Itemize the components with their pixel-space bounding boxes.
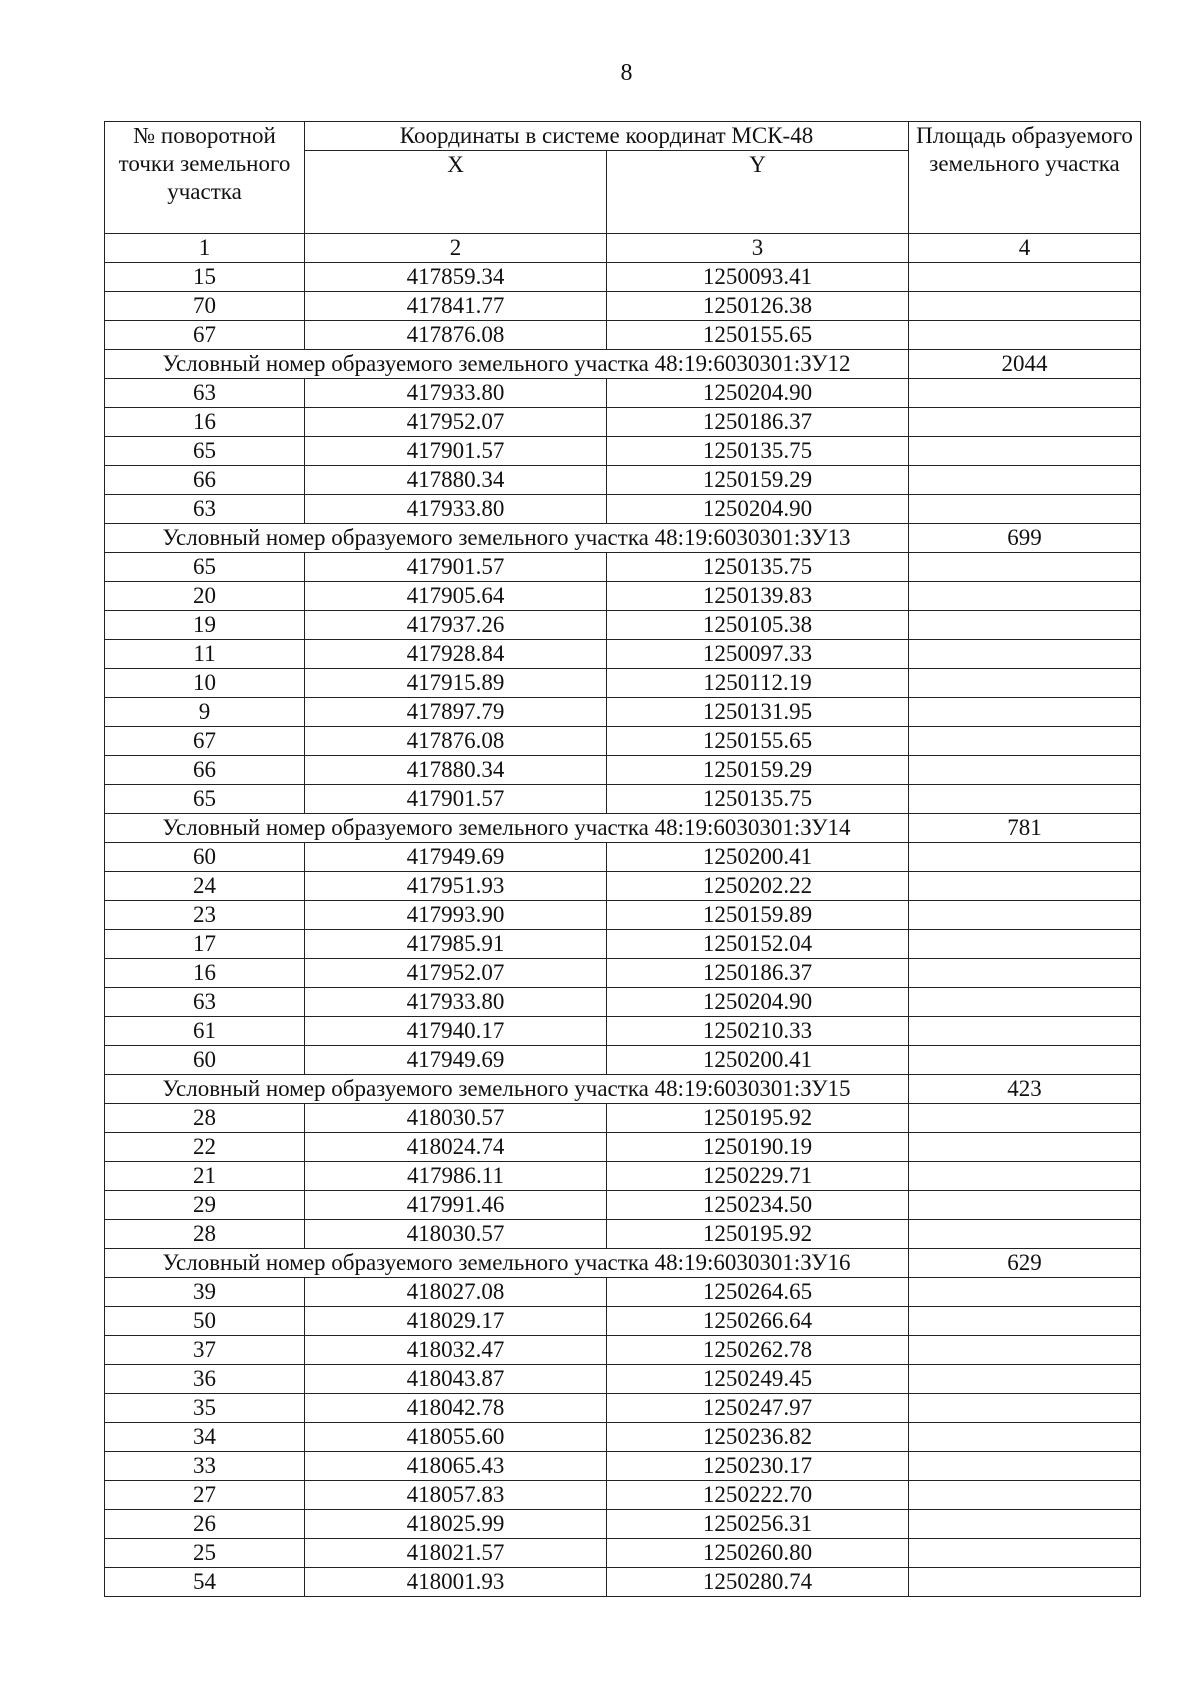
table-row <box>105 698 1141 727</box>
coordinate-y: 1250135.75 <box>607 553 909 582</box>
coordinate-x: 417905.64 <box>305 582 607 611</box>
coordinate-x: 418032.47 <box>305 1336 607 1365</box>
coordinate-x: 417859.34 <box>305 263 607 292</box>
area-cell <box>909 582 1141 611</box>
coordinate-y: 1250229.71 <box>607 1162 909 1191</box>
coordinate-y: 1250256.31 <box>607 1510 909 1539</box>
area-cell <box>909 379 1141 408</box>
table-row <box>105 379 1141 408</box>
coordinate-y: 1250222.70 <box>607 1481 909 1510</box>
table-body <box>105 263 1141 1597</box>
coordinate-y: 1250195.92 <box>607 1104 909 1133</box>
table-row <box>105 988 1141 1017</box>
point-number: 16 <box>105 408 305 437</box>
area-cell <box>909 292 1141 321</box>
area-cell <box>909 901 1141 930</box>
table-row <box>105 1046 1141 1075</box>
parcel-area: 781 <box>909 814 1141 843</box>
area-cell <box>909 640 1141 669</box>
table-row <box>105 1162 1141 1191</box>
point-number: 54 <box>105 1568 305 1597</box>
point-number: 10 <box>105 669 305 698</box>
coordinate-x: 417841.77 <box>305 292 607 321</box>
table-row <box>105 1568 1141 1597</box>
area-cell <box>909 872 1141 901</box>
area-cell <box>909 466 1141 495</box>
point-number: 60 <box>105 843 305 872</box>
point-number: 20 <box>105 582 305 611</box>
area-cell <box>909 1104 1141 1133</box>
coordinate-y: 1250266.64 <box>607 1307 909 1336</box>
coordinate-y: 1250139.83 <box>607 582 909 611</box>
area-cell <box>909 495 1141 524</box>
parcel-area: 423 <box>909 1075 1141 1104</box>
table-row <box>105 1452 1141 1481</box>
parcel-area: 629 <box>909 1249 1141 1278</box>
point-number: 61 <box>105 1017 305 1046</box>
coordinate-y: 1250190.19 <box>607 1133 909 1162</box>
point-number: 28 <box>105 1220 305 1249</box>
point-number: 15 <box>105 263 305 292</box>
table-row <box>105 1220 1141 1249</box>
parcel-area: 699 <box>909 524 1141 553</box>
point-number: 63 <box>105 495 305 524</box>
table-row <box>105 1191 1141 1220</box>
point-number: 65 <box>105 785 305 814</box>
table-row <box>105 785 1141 814</box>
point-number: 67 <box>105 321 305 350</box>
column-numbers-row <box>105 234 1141 263</box>
point-number: 60 <box>105 1046 305 1075</box>
area-cell <box>909 1336 1141 1365</box>
coordinate-x: 417915.89 <box>305 669 607 698</box>
coordinate-y: 1250126.38 <box>607 292 909 321</box>
coordinate-y: 1250230.17 <box>607 1452 909 1481</box>
parcel-row <box>105 524 1141 553</box>
area-cell <box>909 1539 1141 1568</box>
parcel-row <box>105 350 1141 379</box>
point-number: 24 <box>105 872 305 901</box>
parcel-label: Условный номер образуемого земельного участка 48:19:6030301:ЗУ15 <box>105 1075 909 1104</box>
area-cell <box>909 1278 1141 1307</box>
table-row <box>105 1278 1141 1307</box>
point-number: 65 <box>105 437 305 466</box>
table-row <box>105 408 1141 437</box>
parcel-label: Условный номер образуемого земельного участка 48:19:6030301:ЗУ14 <box>105 814 909 843</box>
table-header <box>105 122 1141 263</box>
table-row <box>105 901 1141 930</box>
table-row <box>105 582 1141 611</box>
point-number: 67 <box>105 727 305 756</box>
coordinate-y: 1250202.22 <box>607 872 909 901</box>
table-row <box>105 959 1141 988</box>
area-cell <box>909 1423 1141 1452</box>
point-number: 16 <box>105 959 305 988</box>
area-cell <box>909 756 1141 785</box>
table-row <box>105 263 1141 292</box>
area-cell <box>909 727 1141 756</box>
coordinate-x: 418029.17 <box>305 1307 607 1336</box>
table-row <box>105 1336 1141 1365</box>
coordinate-x: 417949.69 <box>305 1046 607 1075</box>
area-cell <box>909 843 1141 872</box>
table-row <box>105 495 1141 524</box>
table-row <box>105 437 1141 466</box>
coordinate-x: 418027.08 <box>305 1278 607 1307</box>
coordinate-y: 1250155.65 <box>607 727 909 756</box>
table-row <box>105 1307 1141 1336</box>
header-area: Площадь образуемого земельного участка <box>909 122 1141 234</box>
header-point-number: № поворотной точки земельного участка <box>105 122 305 234</box>
table-row <box>105 292 1141 321</box>
coordinate-y: 1250159.89 <box>607 901 909 930</box>
coordinate-y: 1250280.74 <box>607 1568 909 1597</box>
coordinate-x: 417880.34 <box>305 756 607 785</box>
coordinate-y: 1250200.41 <box>607 843 909 872</box>
header-y: Y <box>607 151 909 234</box>
table-row <box>105 1394 1141 1423</box>
coordinate-x: 418030.57 <box>305 1104 607 1133</box>
coordinate-x: 418001.93 <box>305 1568 607 1597</box>
coordinate-x: 417952.07 <box>305 408 607 437</box>
point-number: 28 <box>105 1104 305 1133</box>
coordinate-x: 417993.90 <box>305 901 607 930</box>
point-number: 39 <box>105 1278 305 1307</box>
table-row <box>105 930 1141 959</box>
coordinate-y: 1250236.82 <box>607 1423 909 1452</box>
coordinate-y: 1250186.37 <box>607 959 909 988</box>
area-cell <box>909 1481 1141 1510</box>
area-cell <box>909 1133 1141 1162</box>
coordinate-x: 418021.57 <box>305 1539 607 1568</box>
point-number: 22 <box>105 1133 305 1162</box>
coordinate-x: 417876.08 <box>305 321 607 350</box>
area-cell <box>909 1162 1141 1191</box>
coordinate-x: 418024.74 <box>305 1133 607 1162</box>
area-cell <box>909 930 1141 959</box>
table-row <box>105 466 1141 495</box>
coordinate-x: 417933.80 <box>305 988 607 1017</box>
coordinate-y: 1250260.80 <box>607 1539 909 1568</box>
coordinate-y: 1250186.37 <box>607 408 909 437</box>
coordinate-x: 418030.57 <box>305 1220 607 1249</box>
area-cell <box>909 1510 1141 1539</box>
table-row <box>105 321 1141 350</box>
point-number: 9 <box>105 698 305 727</box>
coordinate-x: 418057.83 <box>305 1481 607 1510</box>
point-number: 66 <box>105 756 305 785</box>
table-row <box>105 1539 1141 1568</box>
coordinate-x: 417937.26 <box>305 611 607 640</box>
coordinate-y: 1250234.50 <box>607 1191 909 1220</box>
coordinate-y: 1250264.65 <box>607 1278 909 1307</box>
coordinate-x: 417949.69 <box>305 843 607 872</box>
area-cell <box>909 1017 1141 1046</box>
coordinate-y: 1250262.78 <box>607 1336 909 1365</box>
area-cell <box>909 321 1141 350</box>
area-cell <box>909 1191 1141 1220</box>
area-cell <box>909 988 1141 1017</box>
point-number: 34 <box>105 1423 305 1452</box>
coordinate-y: 1250247.97 <box>607 1394 909 1423</box>
area-cell <box>909 669 1141 698</box>
coordinates-table <box>104 121 1141 1597</box>
table-row <box>105 1017 1141 1046</box>
coordinate-x: 417901.57 <box>305 785 607 814</box>
table-row <box>105 756 1141 785</box>
coordinate-y: 1250112.19 <box>607 669 909 698</box>
point-number: 19 <box>105 611 305 640</box>
column-number: 3 <box>607 234 909 263</box>
coordinate-y: 1250159.29 <box>607 466 909 495</box>
header-coordinate-system: Координаты в системе координат МСК-48 <box>305 122 909 151</box>
coordinate-x: 417951.93 <box>305 872 607 901</box>
table-row <box>105 727 1141 756</box>
area-cell <box>909 408 1141 437</box>
area-cell <box>909 959 1141 988</box>
point-number: 36 <box>105 1365 305 1394</box>
table-row <box>105 1365 1141 1394</box>
coordinate-y: 1250249.45 <box>607 1365 909 1394</box>
coordinate-y: 1250135.75 <box>607 785 909 814</box>
coordinate-y: 1250135.75 <box>607 437 909 466</box>
coordinate-y: 1250093.41 <box>607 263 909 292</box>
coordinate-x: 417933.80 <box>305 495 607 524</box>
table-row <box>105 669 1141 698</box>
parcel-label: Условный номер образуемого земельного участка 48:19:6030301:ЗУ12 <box>105 350 909 379</box>
area-cell <box>909 263 1141 292</box>
point-number: 33 <box>105 1452 305 1481</box>
parcel-row <box>105 1249 1141 1278</box>
area-cell <box>909 1046 1141 1075</box>
point-number: 11 <box>105 640 305 669</box>
table-row <box>105 1133 1141 1162</box>
page-number: 8 <box>620 60 633 86</box>
coordinate-x: 417901.57 <box>305 553 607 582</box>
area-cell <box>909 1452 1141 1481</box>
coordinate-x: 417991.46 <box>305 1191 607 1220</box>
coordinate-x: 417928.84 <box>305 640 607 669</box>
coordinate-x: 417933.80 <box>305 379 607 408</box>
coordinate-x: 417897.79 <box>305 698 607 727</box>
point-number: 17 <box>105 930 305 959</box>
table-row <box>105 611 1141 640</box>
coordinate-x: 418043.87 <box>305 1365 607 1394</box>
point-number: 26 <box>105 1510 305 1539</box>
parcel-row <box>105 814 1141 843</box>
point-number: 37 <box>105 1336 305 1365</box>
table-row <box>105 1481 1141 1510</box>
table-row <box>105 1423 1141 1452</box>
table-row <box>105 1104 1141 1133</box>
point-number: 63 <box>105 988 305 1017</box>
coordinate-x: 418065.43 <box>305 1452 607 1481</box>
table-row <box>105 1510 1141 1539</box>
coordinate-x: 417986.11 <box>305 1162 607 1191</box>
parcel-label: Условный номер образуемого земельного участка 48:19:6030301:ЗУ13 <box>105 524 909 553</box>
point-number: 35 <box>105 1394 305 1423</box>
area-cell <box>909 1307 1141 1336</box>
point-number: 50 <box>105 1307 305 1336</box>
coordinate-y: 1250131.95 <box>607 698 909 727</box>
table-row <box>105 553 1141 582</box>
area-cell <box>909 553 1141 582</box>
parcel-row <box>105 1075 1141 1104</box>
table-row <box>105 872 1141 901</box>
column-number: 4 <box>909 234 1141 263</box>
coordinate-x: 417952.07 <box>305 959 607 988</box>
area-cell <box>909 437 1141 466</box>
point-number: 25 <box>105 1539 305 1568</box>
coordinate-y: 1250204.90 <box>607 495 909 524</box>
parcel-area: 2044 <box>909 350 1141 379</box>
header-x: X <box>305 151 607 234</box>
coordinate-y: 1250105.38 <box>607 611 909 640</box>
coordinate-x: 418042.78 <box>305 1394 607 1423</box>
coordinate-y: 1250159.29 <box>607 756 909 785</box>
column-number: 1 <box>105 234 305 263</box>
area-cell <box>909 1568 1141 1597</box>
coordinate-x: 417901.57 <box>305 437 607 466</box>
coordinate-x: 417880.34 <box>305 466 607 495</box>
area-cell <box>909 785 1141 814</box>
coordinate-x: 418055.60 <box>305 1423 607 1452</box>
coordinate-y: 1250204.90 <box>607 988 909 1017</box>
coordinate-y: 1250210.33 <box>607 1017 909 1046</box>
coordinate-x: 417876.08 <box>305 727 607 756</box>
point-number: 65 <box>105 553 305 582</box>
point-number: 23 <box>105 901 305 930</box>
point-number: 27 <box>105 1481 305 1510</box>
coordinate-y: 1250204.90 <box>607 379 909 408</box>
coordinate-y: 1250155.65 <box>607 321 909 350</box>
column-number: 2 <box>305 234 607 263</box>
coordinate-y: 1250195.92 <box>607 1220 909 1249</box>
coordinate-x: 418025.99 <box>305 1510 607 1539</box>
area-cell <box>909 698 1141 727</box>
point-number: 63 <box>105 379 305 408</box>
coordinate-y: 1250097.33 <box>607 640 909 669</box>
coordinate-y: 1250152.04 <box>607 930 909 959</box>
area-cell <box>909 1394 1141 1423</box>
table-row <box>105 843 1141 872</box>
point-number: 29 <box>105 1191 305 1220</box>
coordinate-x: 417985.91 <box>305 930 607 959</box>
point-number: 21 <box>105 1162 305 1191</box>
point-number: 66 <box>105 466 305 495</box>
table-row <box>105 640 1141 669</box>
coordinate-x: 417940.17 <box>305 1017 607 1046</box>
area-cell <box>909 1365 1141 1394</box>
area-cell <box>909 1220 1141 1249</box>
point-number: 70 <box>105 292 305 321</box>
parcel-label: Условный номер образуемого земельного участка 48:19:6030301:ЗУ16 <box>105 1249 909 1278</box>
coordinate-y: 1250200.41 <box>607 1046 909 1075</box>
area-cell <box>909 611 1141 640</box>
